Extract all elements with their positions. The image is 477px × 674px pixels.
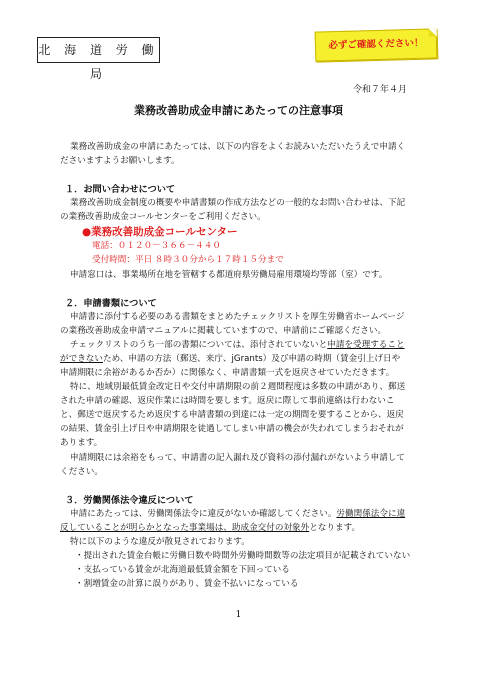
intro-line-2: ださいますようお願いします。 (60, 156, 180, 166)
section-3-p1-line-1: 申請にあたっては、労働関係法令に違反がないか確認してください。労働関係法令に違 (70, 509, 406, 519)
call-center-phone: 電話：０１２０－３６６－４４０ (92, 241, 221, 251)
section-2-p1-line-1: 申請書に添付する必要のある書類をまとめたチェックリストを厚生労働省ホームページ (70, 312, 405, 322)
page-number: 1 (235, 610, 242, 620)
section-1-line-1: 業務改善助成金制度の概要や申請書類の作成方法などの一般的なお問い合わせは、下記 (70, 198, 406, 208)
call-center-hours: 受付時間：平日 ８時３０分から１７時１５分まで (92, 255, 284, 265)
intro-line-1: 業務改善助成金の申請にあたっては、以下の内容をよくお読みいただいたうえで申請く (70, 142, 406, 152)
section-2-p2-line-3: 申請期限に余裕があるか否か）に関係なく、申請書類一式を返戻させていただきます。 (60, 368, 395, 378)
section-2-p2-line-1: チェックリストのうち一部の書類については、添付されていないと申請を受理すること (70, 340, 405, 350)
must-read-banner: 必ずご確認ください！ (315, 28, 438, 61)
section-2-p3-line-4: の結果、賃金引上げ日や申請期限を徒過してしまい申請の機会が失われてしまうおそれが (60, 424, 404, 434)
violation-list-item: ・支払っている賃金が北海道最低賃金額を下回っている (75, 565, 290, 575)
section-2-p3-line-2: された申請の確認、返戻作業には時間を要します。返戻に際して事前連絡は行わないこ (60, 396, 395, 406)
section-2-p3-line-5: あります。 (60, 438, 103, 448)
section-2-p2-line-2: ができないため、申請の方法（郵送、来庁、jGrants）及び申請の時期（賃金引上げ日や (60, 354, 401, 364)
violation-list-item: ・割増賃金の計算に誤りがあり、賃金不払いになっている (75, 579, 299, 589)
section-1-heading: １．お問い合わせについて (65, 184, 176, 195)
section-1-line-2: の業務改善助成金コールセンターをご利用ください。 (60, 212, 266, 222)
issue-date: 令和７年４月 (352, 85, 407, 95)
section-3-p2: 特に以下のような違反が散見されております。 (70, 537, 250, 547)
section-2-p1-line-2: の業務改善助成金申請マニュアルに掲載していますので、申請前にご確認ください。 (60, 326, 387, 336)
section-2-p3-line-1: 特に、地域別最低賃金改定日や交付申請期限の前２週間程度は多数の申請があり、郵送 (70, 382, 406, 392)
section-2-p4-line-2: ください。 (60, 467, 103, 477)
issuing-office-box: 北 海 道 労 働 局 (37, 37, 160, 63)
section-2-heading: ２．申請書類について (65, 298, 157, 309)
section-3-p1-line-2: 反していることが明らかとなった事業場は、助成金交付の対象外となります。 (60, 523, 361, 533)
section-3-heading: ３．労働関係法令違反について (65, 495, 194, 506)
section-2-p4-line-1: 申請期限には余裕をもって、申請書の記入漏れ及び資料の添付漏れがないよう申請して (70, 453, 405, 463)
document-title: 業務改善助成金申請にあたっての注意事項 (134, 104, 343, 117)
application-window-note: 申請窓口は、事業場所在地を管轄する都道府県労働局雇用環境均等部（室）です。 (70, 270, 388, 280)
violation-list-item: ・提出された賃金台帳に労働日数や時間外労働時間数等の法定項目が記載されていない (75, 551, 411, 561)
call-center-name: ●業務改善助成金コールセンター (82, 226, 238, 238)
section-2-p3-line-3: と、郵送で返戻するため返戻する申請書類の到達には一定の期間を要することから、返戻 (60, 410, 404, 420)
